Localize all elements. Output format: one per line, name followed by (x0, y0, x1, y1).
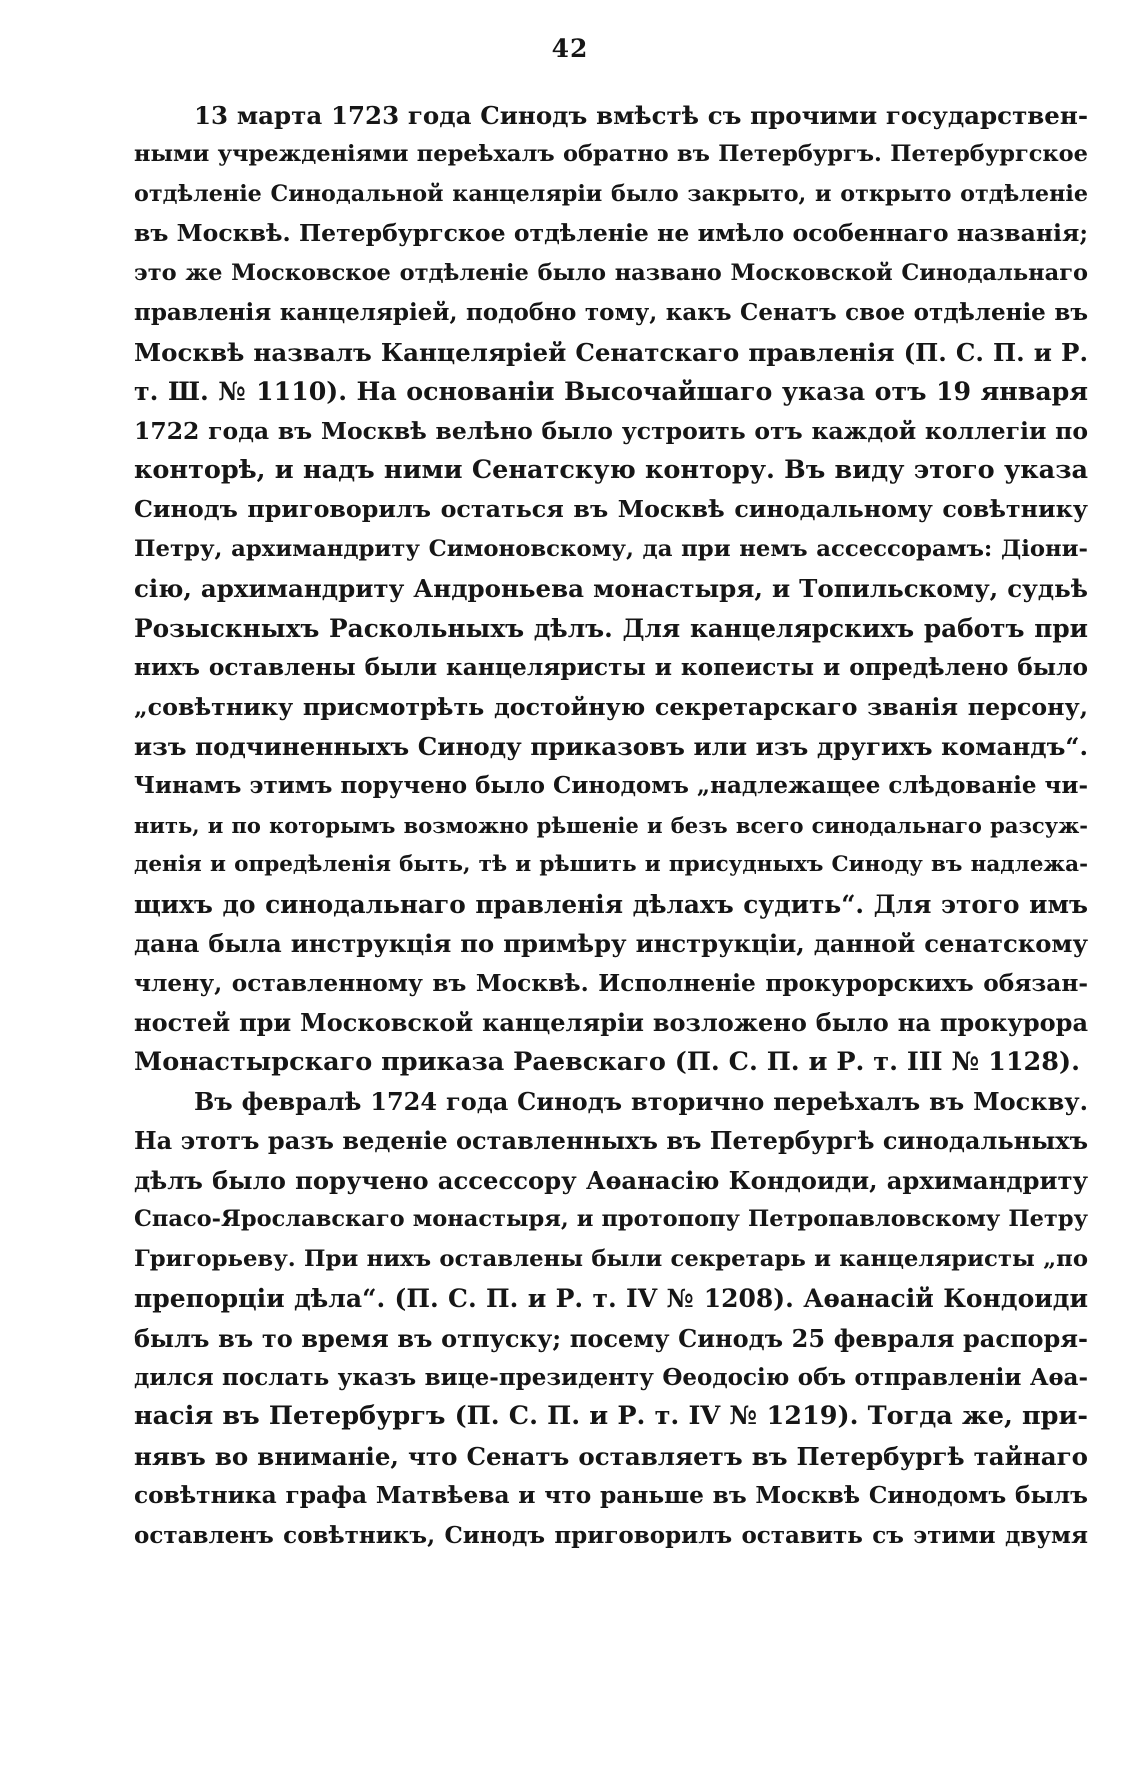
text-line: совѣтника графа Матвѣева и что раньше въ Москвѣ Синодомъ былъ (134, 1482, 1088, 1510)
text-line: Синодъ приговорилъ остаться въ Москвѣ синодальному совѣтнику (134, 495, 1088, 524)
page-number: 42 (551, 34, 589, 63)
body-text (134, 96, 1088, 1555)
paragraph-2 (134, 1082, 1088, 1555)
paragraph-1 (134, 96, 1088, 1082)
text-line: Спасо-Ярославскаго монастыря, и протопопу Петропавловскому Петру (134, 1206, 1088, 1233)
text-line: Монастырскаго приказа Раевскаго (П. С. П. и Р. т. III № 1128). (134, 1046, 1080, 1077)
text-line: въ Москвѣ. Петербургское отдѣленіе не имѣло особеннаго названія; (134, 219, 1088, 248)
text-line: Петру, архимандриту Симоновскому, да при немъ ассессорамъ: Діони- (134, 535, 1088, 562)
text-line: денія и опредѣленія быть, тѣ и рѣшить и присудныхъ Синоду въ надлежа- (134, 852, 1088, 878)
text-line: Москвѣ назвалъ Канцеляріей Сенатскаго правленія (П. С. П. и Р. (134, 337, 1088, 367)
text-line: 13 марта 1723 года Синодъ вмѣстѣ съ прочими государствен- (194, 101, 1088, 130)
text-line: нить, и по которымъ возможно рѣшеніе и безъ всего синодальнаго разсуж- (134, 812, 1088, 838)
text-line: дѣлъ было поручено ассессору Аѳанасію Кондоиди, архимандриту (134, 1165, 1088, 1195)
text-line: ностей при Московской канцеляріи возложено было на прокурора (134, 1008, 1088, 1038)
text-line: нявъ во вниманіе, что Сенатъ оставляетъ въ Петербургѣ тайнаго (134, 1441, 1088, 1471)
text-line: это же Московское отдѣленіе было названо Московской Синодальнаго (134, 259, 1088, 286)
text-line: оставленъ совѣтникъ, Синодъ приговорилъ оставить съ этими двумя (134, 1521, 1088, 1549)
text-line: конторѣ, и надъ ними Сенатскую контору. Въ виду этого указа (134, 454, 1088, 485)
text-line: нихъ оставлены были канцеляристы и копеисты и опредѣлено было (134, 654, 1088, 682)
text-line: т. Ш. № 1110). На основаніи Высочайшаго указа отъ 19 января (134, 376, 1088, 407)
text-line: былъ въ то время въ отпуску; посему Синодъ 25 февраля распоря- (134, 1323, 1088, 1353)
text-line: На этотъ разъ веденіе оставленныхъ въ Петербургѣ синодальныхъ (134, 1126, 1088, 1156)
text-line: изъ подчиненныхъ Синоду приказовъ или изъ другихъ командъ“. (134, 732, 1088, 761)
text-line: дился послать указъ вице-президенту Ѳеодосію объ отправленіи Аѳа- (134, 1364, 1088, 1391)
text-line: ными учрежденіями переѣхалъ обратно въ Петербургъ. Петербургское (134, 141, 1088, 168)
text-line: Чинамъ этимъ поручено было Синодомъ „надлежащее слѣдованіе чи- (134, 772, 1088, 800)
text-line: дана была инструкція по примѣру инструкціи, данной сенатскому (134, 929, 1088, 959)
text-line: щихъ до синодальнаго правленія дѣлахъ судить“. Для этого имъ (134, 889, 1088, 919)
text-line: насія въ Петербургъ (П. С. П. и Р. т. IV № 1219). Тогда же, при- (134, 1401, 1088, 1432)
text-line: отдѣленіе Синодальной канцеляріи было закрыто, и открыто отдѣленіе (134, 180, 1088, 207)
text-line: члену, оставленному въ Москвѣ. Исполненіе прокурорскихъ обязан- (134, 969, 1088, 997)
text-line: препорціи дѣла“. (П. С. П. и Р. т. IV № 1208). Аѳанасій Кондоиди (134, 1284, 1088, 1314)
text-line: правленія канцеляріей, подобно тому, какъ Сенатъ свое отдѣленіе въ (134, 299, 1088, 327)
text-line: „совѣтнику присмотрѣть достойную секретарскаго званія персону, (134, 692, 1088, 721)
text-line: Григорьеву. При нихъ оставлены были секретарь и канцеляристы „по (134, 1245, 1088, 1272)
text-line: Въ февралѣ 1724 года Синодъ вторично переѣхалъ въ Москву. (194, 1086, 1088, 1116)
text-line: 1722 года въ Москвѣ велѣно было устроить отъ каждой коллегіи по (134, 416, 1088, 445)
text-line: Розыскныхъ Раскольныхъ дѣлъ. Для канцелярскихъ работъ при (134, 613, 1088, 643)
text-line: сію, архимандриту Андроньева монастыря, и Топильскому, судьѣ (134, 574, 1088, 604)
